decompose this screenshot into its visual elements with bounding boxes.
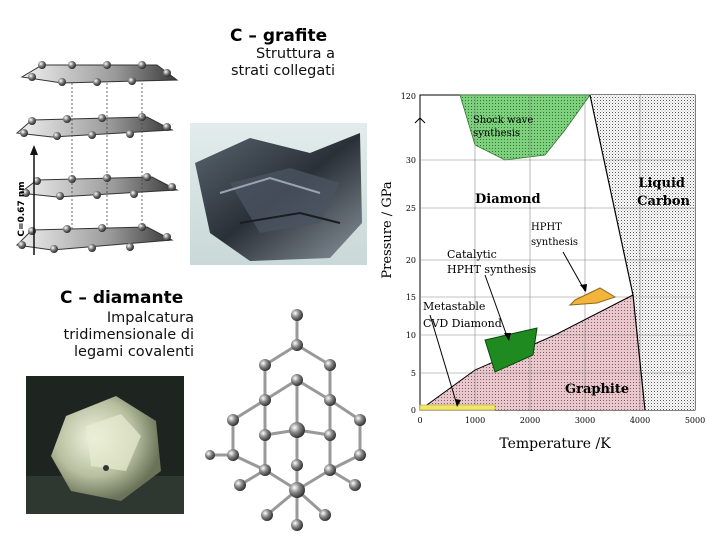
- catalytic-hpht-label-line2: HPHT synthesis: [447, 263, 537, 276]
- x-tick-0: 0: [417, 416, 423, 425]
- graphite-subtitle-line1: Struttura a: [256, 46, 335, 62]
- diamond-lattice-illustration: [205, 300, 370, 535]
- x-axis-label: Temperature /K: [499, 436, 611, 452]
- graphite-structure-illustration: [12, 55, 187, 275]
- interlayer-arrowhead: [30, 145, 38, 155]
- graphite-mineral-photo: [190, 123, 367, 265]
- y-tick-5: 5: [410, 369, 416, 378]
- metastable-cvd-label-line2: CVD Diamond: [423, 317, 502, 330]
- y-tick-30: 30: [405, 156, 416, 165]
- x-tick-1000: 1000: [464, 416, 486, 425]
- catalytic-hpht-label-line1: Catalytic: [447, 248, 497, 261]
- graphite-region-label: Graphite: [565, 382, 630, 397]
- diamond-subtitle-line2: tridimensionale di: [63, 327, 194, 343]
- x-tick-5000: 5000: [684, 416, 706, 425]
- interlayer-distance-label: C=0.67 nm: [17, 181, 27, 237]
- y-tick-10: 10: [405, 331, 416, 340]
- x-tick-labels: [417, 416, 705, 425]
- liquid-carbon-label-line1: Liquid: [638, 176, 685, 191]
- diamond-subtitle-line1: Impalcatura: [106, 310, 194, 326]
- diamond-subtitle-line3: legami covalenti: [74, 344, 194, 360]
- hpht-label-line2: synthesis: [531, 237, 579, 248]
- diamond-region-label: Diamond: [475, 192, 541, 207]
- interlayer-distance-label-wrap: [10, 182, 34, 242]
- graphite-subtitle-line2: strati collegati: [230, 63, 335, 79]
- x-tick-4000: 4000: [629, 416, 651, 425]
- graphite-layer-2: [17, 113, 172, 140]
- interlayer-dashed-lines: [72, 83, 142, 230]
- shock-wave-label-line1: Shock wave: [473, 115, 534, 126]
- hpht-label-line1: HPHT: [531, 222, 562, 233]
- shock-wave-label-line2: synthesis: [473, 128, 521, 139]
- x-tick-2000: 2000: [519, 416, 541, 425]
- y-tick-15: 15: [405, 293, 416, 302]
- liquid-carbon-label-line2: Carbon: [637, 194, 690, 209]
- graphite-layer-4: [17, 223, 172, 253]
- graphite-title: C – grafite: [230, 26, 328, 46]
- y-tick-25: 25: [405, 204, 416, 213]
- graphite-subtitle: [231, 46, 335, 80]
- x-tick-3000: 3000: [574, 416, 596, 425]
- y-tick-labels: [401, 92, 416, 415]
- graphite-layer-1: [22, 61, 177, 86]
- graphite-layer-3: [20, 173, 177, 200]
- carbon-phase-diagram: [375, 85, 715, 465]
- y-tick-0: 0: [410, 406, 416, 415]
- diamond-subtitle: [64, 310, 194, 361]
- y-axis-label: Pressure / GPa: [380, 181, 395, 279]
- metastable-cvd-label-line1: Metastable: [423, 300, 486, 313]
- diamond-crystal-photo: [26, 376, 184, 514]
- y-tick-120: 120: [400, 92, 416, 101]
- y-tick-20: 20: [405, 256, 416, 265]
- diamond-title: C – diamante: [60, 288, 184, 308]
